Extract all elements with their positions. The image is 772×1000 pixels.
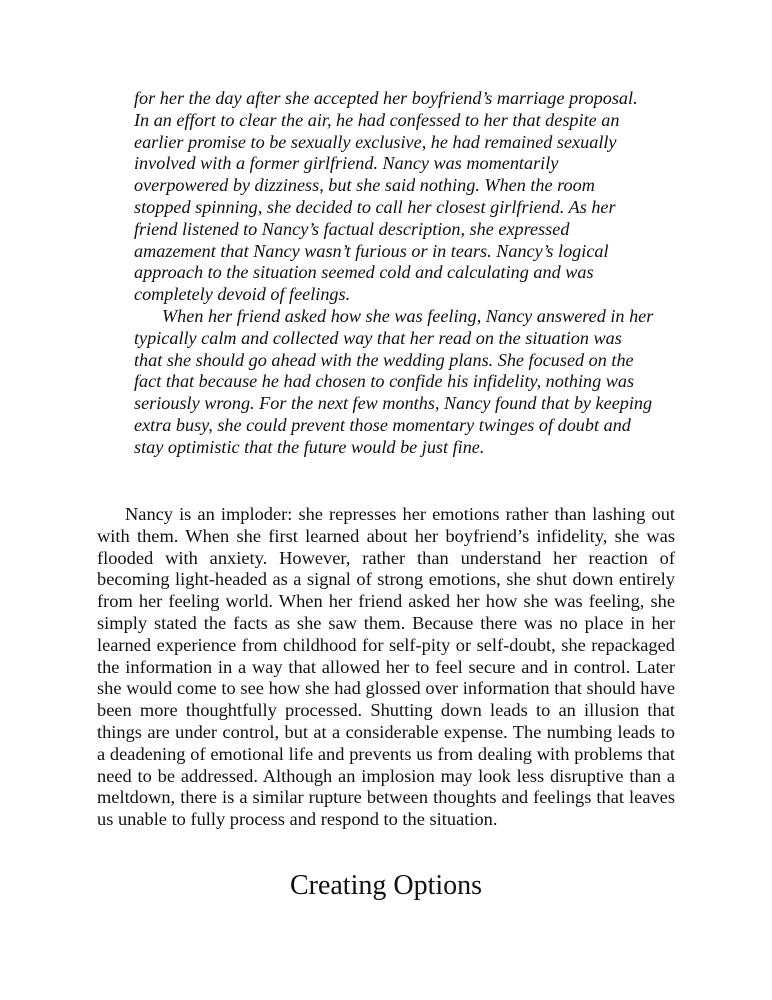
excerpt-line: involved with a former girlfriend. Nancy was momentarily [134,153,559,174]
section-heading: Creating Options [289,870,483,901]
excerpt-line: overpowered by dizziness, but she said nothing. When the room [134,175,595,196]
excerpt-line: completely devoid of feelings. [134,284,351,305]
excerpt-line: approach to the situation seemed cold and calculating and was [134,262,594,283]
excerpt-line: fact that because he had chosen to confide his infidelity, nothing was [134,371,635,392]
excerpt-line: earlier promise to be sexually exclusive, he had remained sexually [134,131,617,152]
excerpt-line: for her the day after she accepted her boyfriend’s marriage proposal. [134,88,638,108]
body-text [97,504,675,831]
excerpt-paragraph-1 [134,88,682,306]
excerpt-line: friend listened to Nancy’s factual description, she expressed [134,218,570,239]
case-study-excerpt [134,88,682,459]
excerpt-line: amazement that Nancy wasn’t furious or in tears. Nancy’s logical [134,240,609,261]
excerpt-line: extra busy, she could prevent those momentary twinges of doubt and [134,414,631,435]
excerpt-line: typically calm and collected way that her read on the situation was [134,327,622,348]
excerpt-line: stay optimistic that the future would be just fine. [134,436,485,457]
excerpt-line: In an effort to clear the air, he had confessed to her that despite an [134,109,620,130]
excerpt-paragraph-2 [134,306,682,459]
excerpt-line: that she should go ahead with the wedding plans. She focused on the [134,349,634,370]
excerpt-line: seriously wrong. For the next few months, Nancy found that by keeping [134,393,653,414]
body-paragraph: Nancy is an imploder: she represses her emotions rather than lashing out with them. When she first learned about her boyfriend’s infidelity, she was flooded with anxiety. However, rather than understand her reaction of becoming light-headed as a signal of strong emotions, she shut down entirely from her feeling world. When her friend asked her how she was feeling, she simply stated the facts as she saw them. Because there was no place in her learned experience from childhood for self-pity or self-doubt, she repackaged the information in a way that allowed her to feel secure and in control. Later she would come to see how she had glossed over information that should have been more thoughtfully processed. Shutting down leads to an illusion that things are under control, but at a considerable expense. The numbing leads to a deadening of emotional life and prevents us from dealing with problems that need to be addressed. Although an implosion may look less disruptive than a meltdown, there is a similar rupture between thoughts and feelings that leaves us unable to fully process and respond to the situation. [97,504,675,830]
excerpt-line: When her friend asked how she was feeling, Nancy answered in her [162,305,654,326]
excerpt-line: stopped spinning, she decided to call her closest girlfriend. As her [134,196,616,217]
